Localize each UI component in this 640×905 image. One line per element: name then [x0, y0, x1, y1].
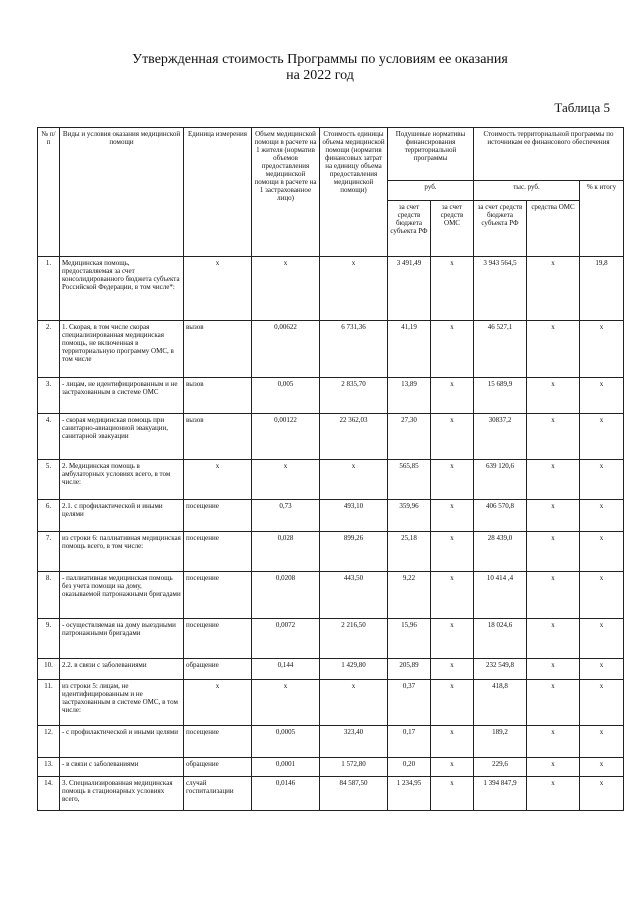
cell-volume: 0,0208	[252, 572, 320, 619]
cell-total-oms: x	[527, 726, 580, 758]
cell-name: 2.2. в связи с заболеваниями	[60, 659, 184, 680]
cell-total-budget-rf: 189,2	[474, 726, 527, 758]
cell-cost: 899,26	[320, 532, 388, 572]
cell-cost: 2 835,70	[320, 378, 388, 414]
cell-cost: 493,10	[320, 500, 388, 532]
cell-num: 1.	[38, 257, 60, 321]
table-row	[38, 460, 624, 500]
cell-num: 2.	[38, 321, 60, 378]
cell-volume: x	[252, 460, 320, 500]
cell-percent: x	[580, 680, 624, 726]
cell-num: 9.	[38, 619, 60, 659]
cell-name: - осуществляемая на дому выездными патронажными бригадами	[60, 619, 184, 659]
table-row	[38, 777, 624, 811]
cell-total-budget-rf: 3 943 564,5	[474, 257, 527, 321]
table-row	[38, 619, 624, 659]
cell-volume: 0,00622	[252, 321, 320, 378]
cell-volume: 0,028	[252, 532, 320, 572]
cell-num: 10.	[38, 659, 60, 680]
cell-num: 7.	[38, 532, 60, 572]
cell-total-oms: x	[527, 572, 580, 619]
cell-name: 1. Скорая, в том числе скорая специализированная медицинская помощь, не включенная в территориальную программу ОМС, в том числе	[60, 321, 184, 378]
cell-name: Медицинская помощь, предоставляемая за счет консолидированного бюджета субъекта Российской Федерации, в том числе*:	[60, 257, 184, 321]
cell-unit: вызов	[184, 378, 252, 414]
header-total: Стоимость территориальной программы по источникам ее финансового обеспечения	[474, 128, 624, 181]
cell-total-budget-rf: 406 570,8	[474, 500, 527, 532]
cell-percent: x	[580, 726, 624, 758]
table-row	[38, 257, 624, 321]
header-budget-rf-total: за счет средств бюджета субъекта РФ	[474, 201, 527, 257]
cell-percent: x	[580, 572, 624, 619]
cell-percent: x	[580, 414, 624, 460]
cell-percent: x	[580, 532, 624, 572]
table-row	[38, 572, 624, 619]
cell-total-budget-rf: 418,8	[474, 680, 527, 726]
table-row	[38, 321, 624, 378]
cell-unit: случай госпитализации	[184, 777, 252, 811]
table-row	[38, 680, 624, 726]
cell-percent: x	[580, 758, 624, 777]
header-oms: за счет средств ОМС	[431, 201, 474, 257]
cell-budget-rf: 13,89	[388, 378, 431, 414]
cell-budget-rf: 0,37	[388, 680, 431, 726]
table-row	[38, 758, 624, 777]
cell-oms: x	[431, 532, 474, 572]
cell-percent: x	[580, 500, 624, 532]
cell-total-oms: x	[527, 500, 580, 532]
cell-cost: 1 572,80	[320, 758, 388, 777]
cell-cost: 443,50	[320, 572, 388, 619]
cell-num: 12.	[38, 726, 60, 758]
cell-budget-rf: 0,20	[388, 758, 431, 777]
cell-budget-rf: 9,22	[388, 572, 431, 619]
cell-num: 14.	[38, 777, 60, 811]
cell-oms: x	[431, 758, 474, 777]
cell-total-oms: x	[527, 758, 580, 777]
cell-unit: вызов	[184, 321, 252, 378]
cell-total-oms: x	[527, 257, 580, 321]
cell-oms: x	[431, 500, 474, 532]
cell-oms: x	[431, 726, 474, 758]
cell-cost: x	[320, 460, 388, 500]
page-title	[0, 52, 640, 84]
cell-percent: x	[580, 619, 624, 659]
table-row	[38, 378, 624, 414]
table-label: Таблица 5	[554, 100, 610, 115]
cell-budget-rf: 41,19	[388, 321, 431, 378]
header-kind: Виды и условия оказания медицинской помощи	[60, 128, 184, 257]
cell-volume: 0,73	[252, 500, 320, 532]
cell-volume: 0,0072	[252, 619, 320, 659]
cell-volume: 0,144	[252, 659, 320, 680]
cell-budget-rf: 205,89	[388, 659, 431, 680]
title-line-1: Утвержденная стоимость Программы по условиям ее оказания	[132, 52, 508, 67]
header-budget-rf: за счет средств бюджета субъекта РФ	[388, 201, 431, 257]
cell-percent: x	[580, 321, 624, 378]
table-row	[38, 532, 624, 572]
cell-budget-rf: 0,17	[388, 726, 431, 758]
cell-name: из строки 6: паллиативная медицинская помощь всего, в том числе:	[60, 532, 184, 572]
header-oms-total: средства ОМС	[527, 201, 580, 257]
cell-name: - с профилактической и иными целями	[60, 726, 184, 758]
cell-total-budget-rf: 15 689,9	[474, 378, 527, 414]
cell-name: - в связи с заболеваниями	[60, 758, 184, 777]
cell-total-budget-rf: 232 549,8	[474, 659, 527, 680]
header-volume: Объем медицинской помощи в расчете на 1 жителя (норматив объемов предоставления медицинской помощи в расчете на 1 застрахованное лицо)	[252, 128, 320, 257]
table-row	[38, 414, 624, 460]
cell-total-budget-rf: 30837,2	[474, 414, 527, 460]
cell-budget-rf: 25,18	[388, 532, 431, 572]
cell-total-oms: x	[527, 414, 580, 460]
cell-name: - скорая медицинская помощь при санитарно-авиационной эвакуации, санитарной эвакуации	[60, 414, 184, 460]
cell-budget-rf: 1 234,95	[388, 777, 431, 811]
cell-num: 8.	[38, 572, 60, 619]
cell-unit: x	[184, 460, 252, 500]
cell-cost: 323,40	[320, 726, 388, 758]
cell-total-budget-rf: 639 120,6	[474, 460, 527, 500]
cell-cost: 1 429,80	[320, 659, 388, 680]
cell-percent: x	[580, 659, 624, 680]
cell-oms: x	[431, 572, 474, 619]
cell-unit: посещение	[184, 500, 252, 532]
cell-unit: обращение	[184, 659, 252, 680]
header-per-capita: Подушевые нормативы финансирования территориальной программы	[388, 128, 474, 181]
cell-unit: обращение	[184, 758, 252, 777]
cell-unit: посещение	[184, 619, 252, 659]
cell-total-budget-rf: 46 527,1	[474, 321, 527, 378]
header-num: № п/п	[38, 128, 60, 257]
cell-percent: x	[580, 460, 624, 500]
cost-table	[37, 127, 624, 811]
title-line-2: на 2022 год	[286, 68, 354, 83]
cell-name: - паллиативная медицинская помощь без учета помощи на дому, оказываемой патронажными бригадами	[60, 572, 184, 619]
header-thous-rub: тыс. руб.	[474, 181, 580, 201]
cell-budget-rf: 3 491,49	[388, 257, 431, 321]
cell-volume: 0,005	[252, 378, 320, 414]
cell-budget-rf: 27,30	[388, 414, 431, 460]
header-rub: руб.	[388, 181, 474, 201]
cell-name: 2.1. с профилактической и иными целями	[60, 500, 184, 532]
cell-total-budget-rf: 1 394 847,9	[474, 777, 527, 811]
table-row	[38, 726, 624, 758]
cell-unit: x	[184, 257, 252, 321]
header-cost: Стоимость единицы объема медицинской помощи (норматив финансовых затрат на единицу объема предоставления медицинской помощи)	[320, 128, 388, 257]
cell-budget-rf: 15,96	[388, 619, 431, 659]
cell-oms: x	[431, 777, 474, 811]
cell-num: 13.	[38, 758, 60, 777]
cell-unit: посещение	[184, 726, 252, 758]
cell-oms: x	[431, 414, 474, 460]
cell-total-oms: x	[527, 321, 580, 378]
cell-volume: x	[252, 257, 320, 321]
header-percent: % к итогу	[580, 181, 624, 257]
cell-unit: посещение	[184, 572, 252, 619]
cell-volume: 0,0005	[252, 726, 320, 758]
cell-name: 2. Медицинская помощь в амбулаторных условиях всего, в том числе:	[60, 460, 184, 500]
cell-total-oms: x	[527, 532, 580, 572]
table-row	[38, 659, 624, 680]
cell-oms: x	[431, 378, 474, 414]
cell-total-budget-rf: 229,6	[474, 758, 527, 777]
cell-percent: x	[580, 378, 624, 414]
cell-name: 3. Специализированная медицинская помощь в стационарных условиях всего,	[60, 777, 184, 811]
cell-cost: 22 362,03	[320, 414, 388, 460]
cell-unit: посещение	[184, 532, 252, 572]
cell-volume: 0,00122	[252, 414, 320, 460]
cell-name: - лицам, не идентифицированным и не застрахованным в системе ОМС	[60, 378, 184, 414]
cell-cost: 2 216,50	[320, 619, 388, 659]
cell-num: 4.	[38, 414, 60, 460]
cell-percent: 19,8	[580, 257, 624, 321]
cell-cost: x	[320, 680, 388, 726]
cell-total-oms: x	[527, 460, 580, 500]
cell-budget-rf: 359,96	[388, 500, 431, 532]
cell-volume: x	[252, 680, 320, 726]
cell-volume: 0,0146	[252, 777, 320, 811]
cell-oms: x	[431, 680, 474, 726]
cell-total-oms: x	[527, 680, 580, 726]
cell-num: 3.	[38, 378, 60, 414]
cell-total-oms: x	[527, 659, 580, 680]
cell-oms: x	[431, 321, 474, 378]
cell-unit: x	[184, 680, 252, 726]
cell-total-oms: x	[527, 619, 580, 659]
cell-total-budget-rf: 10 414 ,4	[474, 572, 527, 619]
cell-total-oms: x	[527, 777, 580, 811]
cell-budget-rf: 565,85	[388, 460, 431, 500]
cell-num: 11.	[38, 680, 60, 726]
cell-total-oms: x	[527, 378, 580, 414]
cell-num: 6.	[38, 500, 60, 532]
header-unit: Единица измерения	[184, 128, 252, 257]
cell-cost: x	[320, 257, 388, 321]
cell-unit: вызов	[184, 414, 252, 460]
table-row	[38, 500, 624, 532]
cell-cost: 84 587,50	[320, 777, 388, 811]
cell-percent: x	[580, 777, 624, 811]
cell-num: 5.	[38, 460, 60, 500]
cell-total-budget-rf: 18 024,6	[474, 619, 527, 659]
cell-oms: x	[431, 659, 474, 680]
cell-volume: 0,0001	[252, 758, 320, 777]
cell-oms: x	[431, 460, 474, 500]
cell-cost: 6 731,36	[320, 321, 388, 378]
cell-total-budget-rf: 28 439,0	[474, 532, 527, 572]
cell-name: из строки 5: лицам, не идентифицированным и не застрахованным в системе ОМС, в том числе:	[60, 680, 184, 726]
cell-oms: x	[431, 257, 474, 321]
cell-oms: x	[431, 619, 474, 659]
